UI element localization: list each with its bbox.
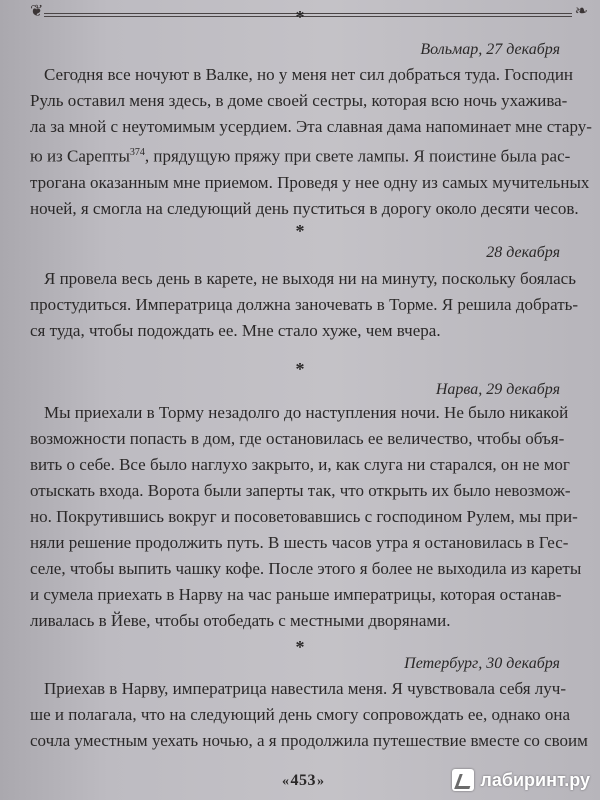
entry-separator-star: * (295, 359, 305, 379)
watermark (452, 766, 590, 794)
text-line: простудиться. Императрица должна заночевать в Торме. Я решила добрать- (30, 295, 579, 314)
text-line (30, 140, 571, 170)
text-line: Сегодня все ночуют в Валке, но у меня нет сил добраться туда. Господин (44, 65, 574, 84)
text-fragment: ю из Сарепты (30, 146, 130, 166)
entry-separator-star: * (295, 637, 305, 657)
entry-paragraph (30, 62, 592, 222)
text-line: возможности попасть в дом, где остановилась ее величество, чтобы объя- (30, 429, 565, 448)
text-line: ше и полагала, что на следующий день смогу сопровождать ее, однако она (30, 705, 571, 724)
text-line: Руль оставил меня здесь, в доме своей сестры, которая всю ночь ухажива- (30, 91, 568, 110)
page-footer (0, 764, 600, 800)
text-line: отыскать входа. Ворота были заперты так, что открыть их было невозмож- (30, 481, 571, 500)
entry-date: Петербург, 30 декабря (404, 655, 560, 672)
entry-paragraph (30, 676, 588, 754)
entry-paragraph (30, 266, 579, 344)
labirint-logo-icon (452, 769, 474, 791)
text-line: но. Покрутившись вокруг и посоветовавшись с господином Рулем, мы при- (30, 507, 578, 526)
entry-paragraph (30, 400, 582, 634)
text-line: Я провела весь день в карете, не выходя ни на минуту, поскольку боялась (44, 269, 576, 288)
left-ornament-icon: ❦ (30, 3, 44, 20)
text-line: ливалась в Йеве, чтобы отобедать с местными дворянами. (30, 611, 451, 630)
footnote-ref: 374 (129, 147, 145, 158)
text-line: сочла уместным уехать ночью, а я продолжила путешествие вместе со своим (30, 731, 588, 750)
entry-separator-star: * (295, 7, 305, 27)
entry-date: 28 декабря (486, 244, 560, 261)
watermark-text: лабиринт.ру (480, 769, 590, 790)
text-line: вить о себе. Все было наглухо закрыто, и, как слуга ни старался, он не мог (30, 455, 570, 474)
text-line: Мы приехали в Торму незадолго до наступления ночи. Не было никакой (44, 403, 569, 422)
page-number: « 453 » (282, 772, 325, 790)
text-line: ночей, я смогла на следующий день пуститься в дорогу около десяти чесов. (30, 198, 579, 218)
text-line: трогана оказанным мне приемом. Проведя у нее одну из самых мучительных (30, 172, 590, 192)
text-line: и сумела приехать в Нарву на час раньше императрицы, которая останав- (30, 585, 562, 604)
entry-date: Нарва, 29 декабря (435, 381, 560, 398)
entry-separator-star: * (295, 221, 305, 241)
entry-date: Вольмар, 27 декабря (420, 41, 560, 58)
right-ornament-icon: ❧ (574, 3, 588, 20)
text-line: ся туда, чтобы подождать ее. Мне стало хуже, чем вчера. (30, 321, 441, 340)
text-line: ла за мной с неутомимым усердием. Эта славная дама напоминает мне стару- (30, 117, 592, 136)
text-fragment: , прядущую пряжу при свете лампы. Я поистине была рас- (144, 146, 571, 166)
text-line: селе, чтобы выпить чашку кофе. После этого я более не выходила из кареты (30, 559, 582, 578)
text-line: няли решение продолжить путь. В шесть часов утра я остановилась в Гес- (30, 533, 569, 552)
text-line: Приехав в Нарву, императрица навестила меня. Я чувствовала себя луч- (44, 679, 566, 698)
